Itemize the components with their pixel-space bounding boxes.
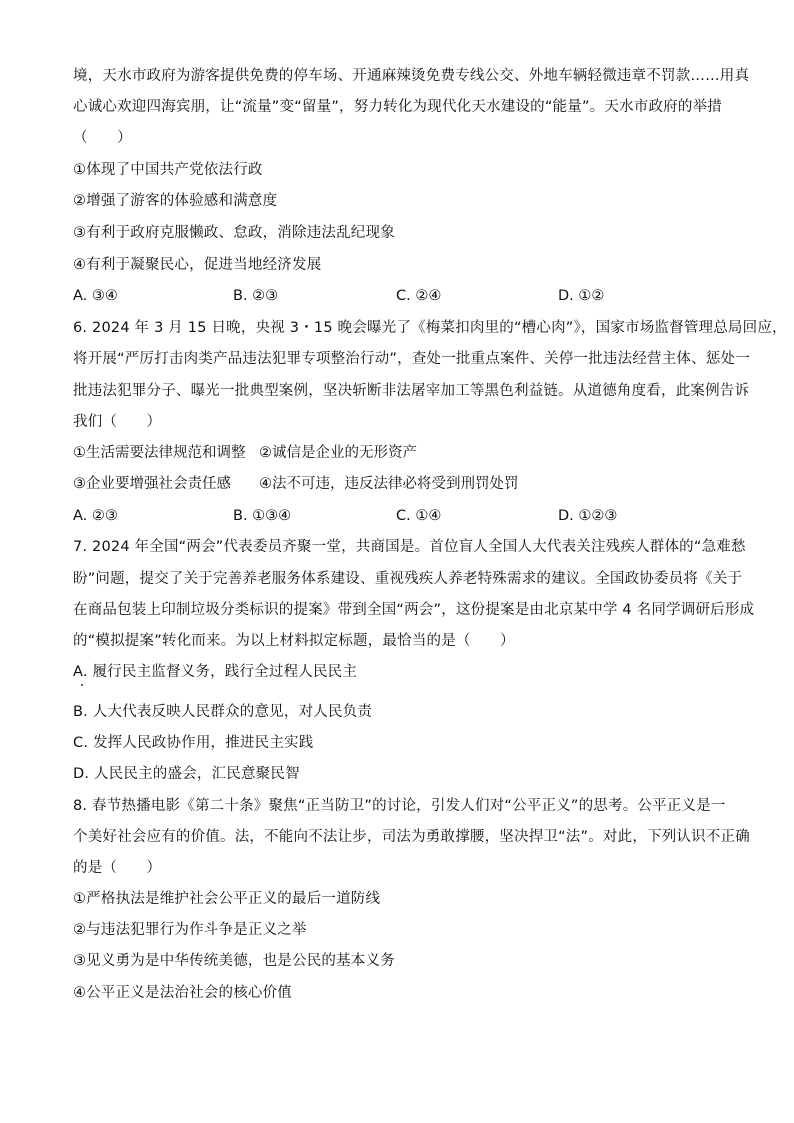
q6-item-1: ①生活需要法律规范和调整 <box>73 445 246 461</box>
q8-stem-line-3: 的是（ ） <box>73 860 162 876</box>
q6-choice-b: B. ①③④ <box>233 508 292 524</box>
q6-choice-d: D. ①②③ <box>558 508 618 524</box>
q7-choice-d: D. 人民民主的盛会，汇民意聚民智 <box>73 766 300 782</box>
q7-stem-line-2: 盼”问题，提交了关于完善养老服务体系建设、重视残疾人养老特殊需求的建议。全国政协委员将《关于 <box>73 571 743 587</box>
q7-choice-c: C. 发挥人民政协作用，推进民主实践 <box>73 735 314 751</box>
q8-stem-line-1: 8. 春节热播电影《第二十条》聚焦“正当防卫”的讨论，引发人们对“公平正义”的思考。公平正义是一 <box>73 798 726 814</box>
q7-stem-line-4: 的“模拟提案”转化而来。为以上材料拟定标题，最恰当的是（ ） <box>73 633 515 649</box>
q7-stem-line-3: 在商品包装上印制垃圾分类标识的提案》带到全国“两会”，这份提案是由北京某中学 4 名同学调研后形成 <box>73 602 755 618</box>
q8-item-1: ①严格执法是维护社会公平正义的最后一道防线 <box>73 891 381 907</box>
q7-stem-line-1: 7. 2024 年全国“两会”代表委员齐聚一堂，共商国是。首位盲人全国人大代表关注残疾人群体的“急难愁 <box>73 539 746 555</box>
q5-item-1: ①体现了中国共产党依法行政 <box>73 162 263 178</box>
q5-item-2: ②增强了游客的体验感和满意度 <box>73 193 278 209</box>
stray-dot-mark <box>81 684 83 686</box>
q6-stem-line-2: 将开展“严厉打击肉类产品违法犯罪专项整治行动”，查处一批重点案件、关停一批违法经营主体、惩处一 <box>73 351 750 367</box>
q8-stem-line-2: 个美好社会应有的价值。法，不能向不法让步，司法为勇敢撑腰，坚决捍卫“法”。对此，下列认识不正确 <box>73 829 750 845</box>
q7-choice-a: A. 履行民主监督义务，践行全过程人民民主 <box>73 664 358 680</box>
q6-stem-line-1: 6. 2024 年 3 月 15 日晚，央视 3・15 晚会曝光了《梅菜扣肉里的“槽心肉”》，国家市场监督管理总局回应， <box>73 320 787 336</box>
q6-stem-line-3: 批违法犯罪分子、曝光一批典型案例，坚决斩断非法屠宰加工等黑色利益链。从道德角度看，此案例告诉 <box>73 383 750 399</box>
q5-item-3: ③有利于政府克服懒政、怠政，消除违法乱纪现象 <box>73 225 395 241</box>
q6-item-2: ②诚信是企业的无形资产 <box>259 445 417 461</box>
q5-stem-line-1: 境，天水市政府为游客提供免费的停车场、开通麻辣烫免费专线公交、外地车辆轻微违章不罚款……用真 <box>73 68 750 84</box>
q5-choice-a: A. ③④ <box>73 288 118 304</box>
q5-choice-b: B. ②③ <box>233 288 279 304</box>
q5-choice-c: C. ②④ <box>396 288 442 304</box>
q5-item-4: ④有利于凝聚民心，促进当地经济发展 <box>73 257 322 273</box>
q6-stem-line-4: 我们（ ） <box>73 414 162 430</box>
q6-choice-c: C. ①④ <box>396 508 442 524</box>
q7-choice-b: B. 人大代表反映人民群众的意见，对人民负责 <box>73 704 373 720</box>
q8-item-2: ②与违法犯罪行为作斗争是正义之举 <box>73 922 307 938</box>
q6-item-4: ④法不可违，违反法律必将受到刑罚处罚 <box>259 476 519 492</box>
q8-item-3: ③见义勇为是中华传统美德，也是公民的基本义务 <box>73 953 395 969</box>
q5-choice-d: D. ①② <box>558 288 605 304</box>
q6-item-3: ③企业要增强社会责任感 <box>73 476 231 492</box>
q6-choice-a: A. ②③ <box>73 508 118 524</box>
q5-stem-line-2: 心诚心欢迎四海宾朋，让“流量”变“留量”，努力转化为现代化天水建设的“能量”。天水市政府的举措 <box>73 99 722 115</box>
q8-item-4: ④公平正义是法治社会的核心价值 <box>73 985 292 1001</box>
q5-answer-bracket: （ ） <box>73 130 132 146</box>
